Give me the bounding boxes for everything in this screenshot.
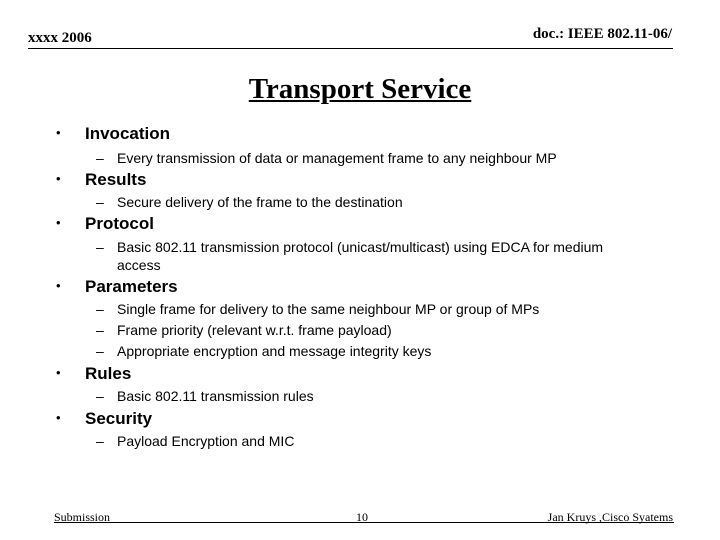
sub-bullet-text: Single frame for delivery to the same neighbour MP or group of MPs (117, 301, 540, 317)
bullet-marker: • (56, 125, 61, 140)
sub-bullet-text: Basic 802.11 transmission rules (117, 388, 314, 404)
bullet-results (56, 170, 146, 190)
header-date: xxxx 2006 (28, 30, 92, 46)
bullet-rules (56, 364, 131, 384)
sub-marker: – (96, 343, 104, 359)
sub-bullet-text: Payload Encryption and MIC (117, 433, 295, 449)
bullet-invocation (56, 124, 170, 144)
sub-bullet (96, 387, 636, 405)
bullet-label: Invocation (85, 124, 171, 143)
bullet-marker: • (56, 171, 61, 186)
bullet-parameters (56, 277, 178, 297)
slide-title: Transport Service (248, 73, 472, 105)
bullet-protocol (56, 214, 154, 234)
header-doc-id: doc.: IEEE 802.11-06/ (532, 26, 672, 42)
sub-marker: – (96, 150, 104, 166)
footer-page-number: 10 (356, 510, 368, 524)
sub-marker: – (96, 322, 104, 338)
bullet-label: Parameters (85, 277, 178, 296)
sub-bullet (96, 193, 636, 211)
bullet-marker: • (56, 215, 61, 230)
sub-marker: – (96, 194, 104, 210)
sub-bullet (96, 300, 636, 318)
bullet-marker: • (56, 365, 61, 380)
sub-bullet-text: Basic 802.11 transmission protocol (unicast/multicast) using EDCA for medium access (117, 239, 604, 273)
footer-author: Jan Kruys ,Cisco Syatems (547, 510, 673, 524)
sub-marker: – (96, 388, 104, 404)
sub-bullet-text: Frame priority (relevant w.r.t. frame payload) (117, 322, 392, 338)
sub-bullet (96, 432, 636, 450)
sub-bullet (96, 238, 616, 274)
sub-marker: – (96, 239, 104, 255)
sub-bullet-text: Appropriate encryption and message integrity keys (117, 343, 432, 359)
sub-bullet (96, 321, 636, 339)
bullet-marker: • (56, 410, 61, 425)
sub-bullet-text: Every transmission of data or management frame to any neighbour MP (117, 150, 557, 166)
bullet-label: Security (85, 409, 153, 428)
sub-bullet-text: Secure delivery of the frame to the destination (117, 194, 403, 210)
sub-bullet (96, 149, 636, 167)
bullet-label: Protocol (85, 214, 154, 233)
sub-bullet (96, 342, 636, 360)
bullet-label: Rules (85, 364, 132, 383)
bullet-marker: • (56, 278, 61, 293)
bullet-security (56, 409, 152, 429)
header-rule (28, 48, 673, 49)
bullet-label: Results (85, 170, 147, 189)
footer-submission: Submission (54, 510, 111, 524)
sub-marker: – (96, 433, 104, 449)
sub-marker: – (96, 301, 104, 317)
